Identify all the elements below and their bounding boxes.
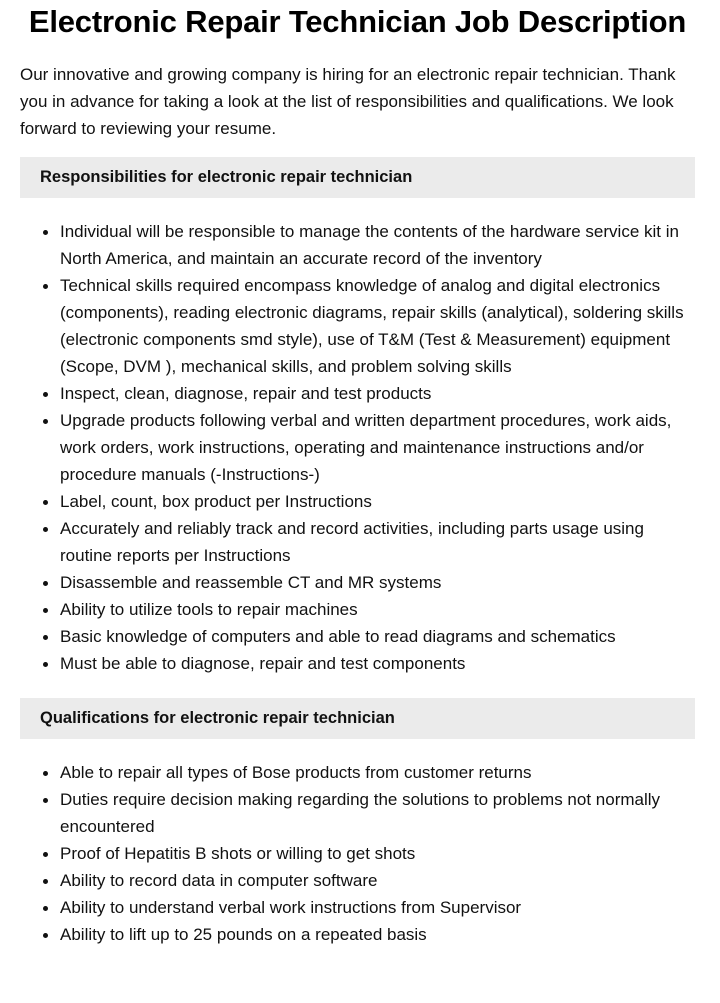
responsibilities-heading: Responsibilities for electronic repair technician <box>40 168 413 186</box>
list-item: Ability to record data in computer software <box>60 867 695 894</box>
list-item: Disassemble and reassemble CT and MR systems <box>60 569 695 596</box>
intro-paragraph: Our innovative and growing company is hiring for an electronic repair technician. Thank you in advance for taking a look at the list of responsibilities and qualifications. We look forward to reviewing your resume. <box>20 65 676 138</box>
list-item: Ability to understand verbal work instructions from Supervisor <box>60 894 695 921</box>
list-item: Able to repair all types of Bose products from customer returns <box>60 759 695 786</box>
list-item: Proof of Hepatitis B shots or willing to get shots <box>60 840 695 867</box>
qualifications-list <box>20 759 695 948</box>
list-item: Individual will be responsible to manage the contents of the hardware service kit in North America, and maintain an accurate record of the inventory <box>60 218 695 272</box>
list-item: Duties require decision making regarding the solutions to problems not normally encountered <box>60 786 695 840</box>
list-item: Must be able to diagnose, repair and test components <box>60 650 695 677</box>
list-item: Upgrade products following verbal and written department procedures, work aids, work orders, work instructions, operating and maintenance instructions and/or procedure manuals (-Instructions-) <box>60 407 695 488</box>
qualifications-heading: Qualifications for electronic repair technician <box>40 709 395 727</box>
list-item: Inspect, clean, diagnose, repair and test products <box>60 380 695 407</box>
page-title: Electronic Repair Technician Job Description <box>28 4 687 39</box>
list-item: Accurately and reliably track and record activities, including parts usage using routine reports per Instructions <box>60 515 695 569</box>
list-item: Ability to lift up to 25 pounds on a repeated basis <box>60 921 695 948</box>
responsibilities-list <box>20 218 695 677</box>
list-item: Basic knowledge of computers and able to read diagrams and schematics <box>60 623 695 650</box>
qualifications-section-header <box>20 698 695 739</box>
section-spacer <box>20 677 695 683</box>
list-item: Ability to utilize tools to repair machines <box>60 596 695 623</box>
list-item: Technical skills required encompass knowledge of analog and digital electronics (components), reading electronic diagrams, repair skills (analytical), soldering skills (electronic components smd style), use of T&M (Test & Measurement) equipment (Scope, DVM ), mechanical skills, and problem solving skills <box>60 272 695 380</box>
list-item: Label, count, box product per Instructions <box>60 488 695 515</box>
responsibilities-section-header <box>20 157 695 198</box>
